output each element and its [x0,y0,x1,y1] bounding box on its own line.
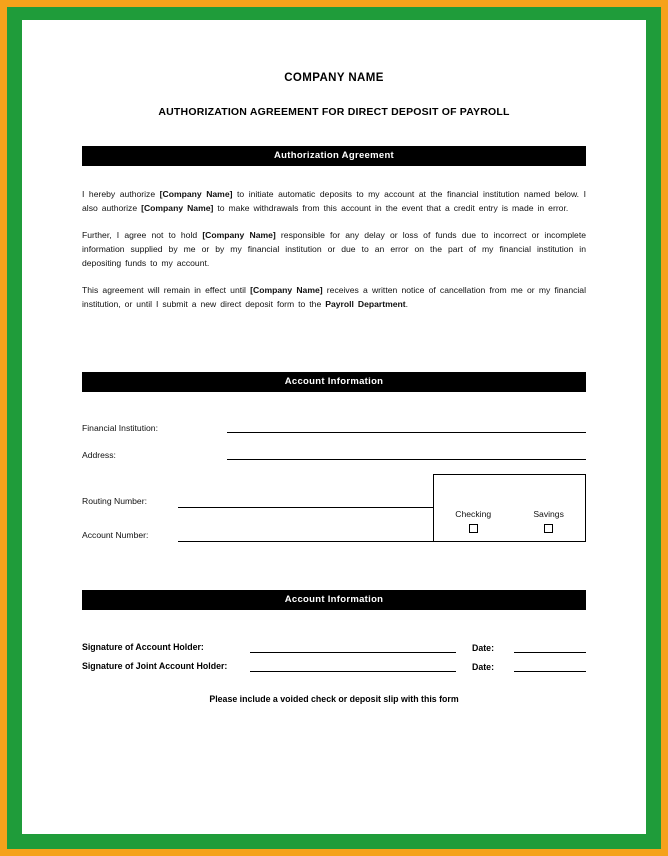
paragraph-3-part-a: This agreement will remain in effect until [82,284,251,295]
account-type-savings[interactable] [533,509,564,533]
label-financial-institution: Financial Institution: [82,423,158,434]
page-subtitle: AUTHORIZATION AGREEMENT FOR DIRECT DEPOSIT OF PAYROLL [158,106,510,118]
input-signature-joint-holder[interactable] [250,659,456,672]
section-header-signature: Account Information [82,590,586,610]
paragraph-1-part-b: to initiate automatic deposits to my account at the financial institution named below. I also authorize [82,189,586,213]
paragraph-3-part-b: receives a written notice of cancellation from me or my financial institution, or until I submit a new direct deposit form to the [82,284,586,309]
company-placeholder-1: [Company Name] [159,189,233,199]
footer-instruction: Please include a voided check or deposit slip with this form [209,694,459,705]
field-row-routing-number [82,474,433,508]
input-date-1[interactable] [514,640,586,653]
paragraph-liability [82,229,586,271]
document-sheet [22,20,646,834]
paragraph-2-part-b: responsible for any delay or loss of funds due to incorrect or incomplete information supplied by me or by my financial institution or due to an error on the part of my financial institution in depositing funds to my account. [82,229,586,268]
account-type-box [433,474,586,542]
document-content [22,20,646,704]
input-address[interactable] [227,447,586,460]
account-type-checking[interactable] [455,509,491,533]
field-row-account-number [82,508,433,542]
input-routing-number[interactable] [178,495,433,508]
signature-row-joint-holder [82,659,586,672]
label-routing-number: Routing Number: [82,496,147,507]
page-title: COMPANY NAME [284,72,384,84]
spacer-before-account-info [82,324,586,372]
paragraph-2-part-a: Further, I agree not to hold [82,229,203,240]
paragraph-3-part-c: . [405,298,409,309]
paragraph-1-part-c: to make withdrawals from this account in the event that a credit entry is made in error. [213,202,569,213]
label-signature-account-holder: Signature of Account Holder: [82,641,204,652]
payroll-department-emphasis: Payroll Department [325,298,406,309]
company-placeholder-2: [Company Name] [141,202,214,213]
label-signature-joint-holder: Signature of Joint Account Holder: [82,660,228,671]
label-date-2: Date: [472,662,494,673]
section-header-authorization: Authorization Agreement [82,146,586,166]
checkbox-checking[interactable] [469,524,478,533]
paragraph-1-part-a: I hereby authorize [82,189,160,199]
paragraph-authorize [82,188,586,216]
signature-row-account-holder [82,640,586,653]
label-checking: Checking [455,509,492,520]
paragraph-effect [82,284,586,312]
input-date-2[interactable] [514,659,586,672]
spacer-before-signature [82,542,586,590]
label-address: Address: [82,450,116,461]
field-row-financial-institution [82,420,586,433]
label-date-1: Date: [472,643,494,654]
company-placeholder-4: [Company Name] [250,284,323,295]
section-header-account-information: Account Information [82,372,586,392]
field-row-address [82,447,586,460]
input-account-number[interactable] [178,529,433,542]
label-account-number: Account Number: [82,530,149,541]
account-numbers-left [82,474,433,542]
input-signature-account-holder[interactable] [250,640,456,653]
input-financial-institution[interactable] [227,420,586,433]
page-border-inner [11,11,657,845]
account-numbers-group [82,474,586,542]
checkbox-savings[interactable] [544,524,553,533]
authorization-text-block [82,188,586,311]
account-information-fields [82,420,586,542]
label-savings: Savings [533,509,564,520]
company-placeholder-3: [Company Name] [202,229,276,240]
signature-area [82,640,586,704]
